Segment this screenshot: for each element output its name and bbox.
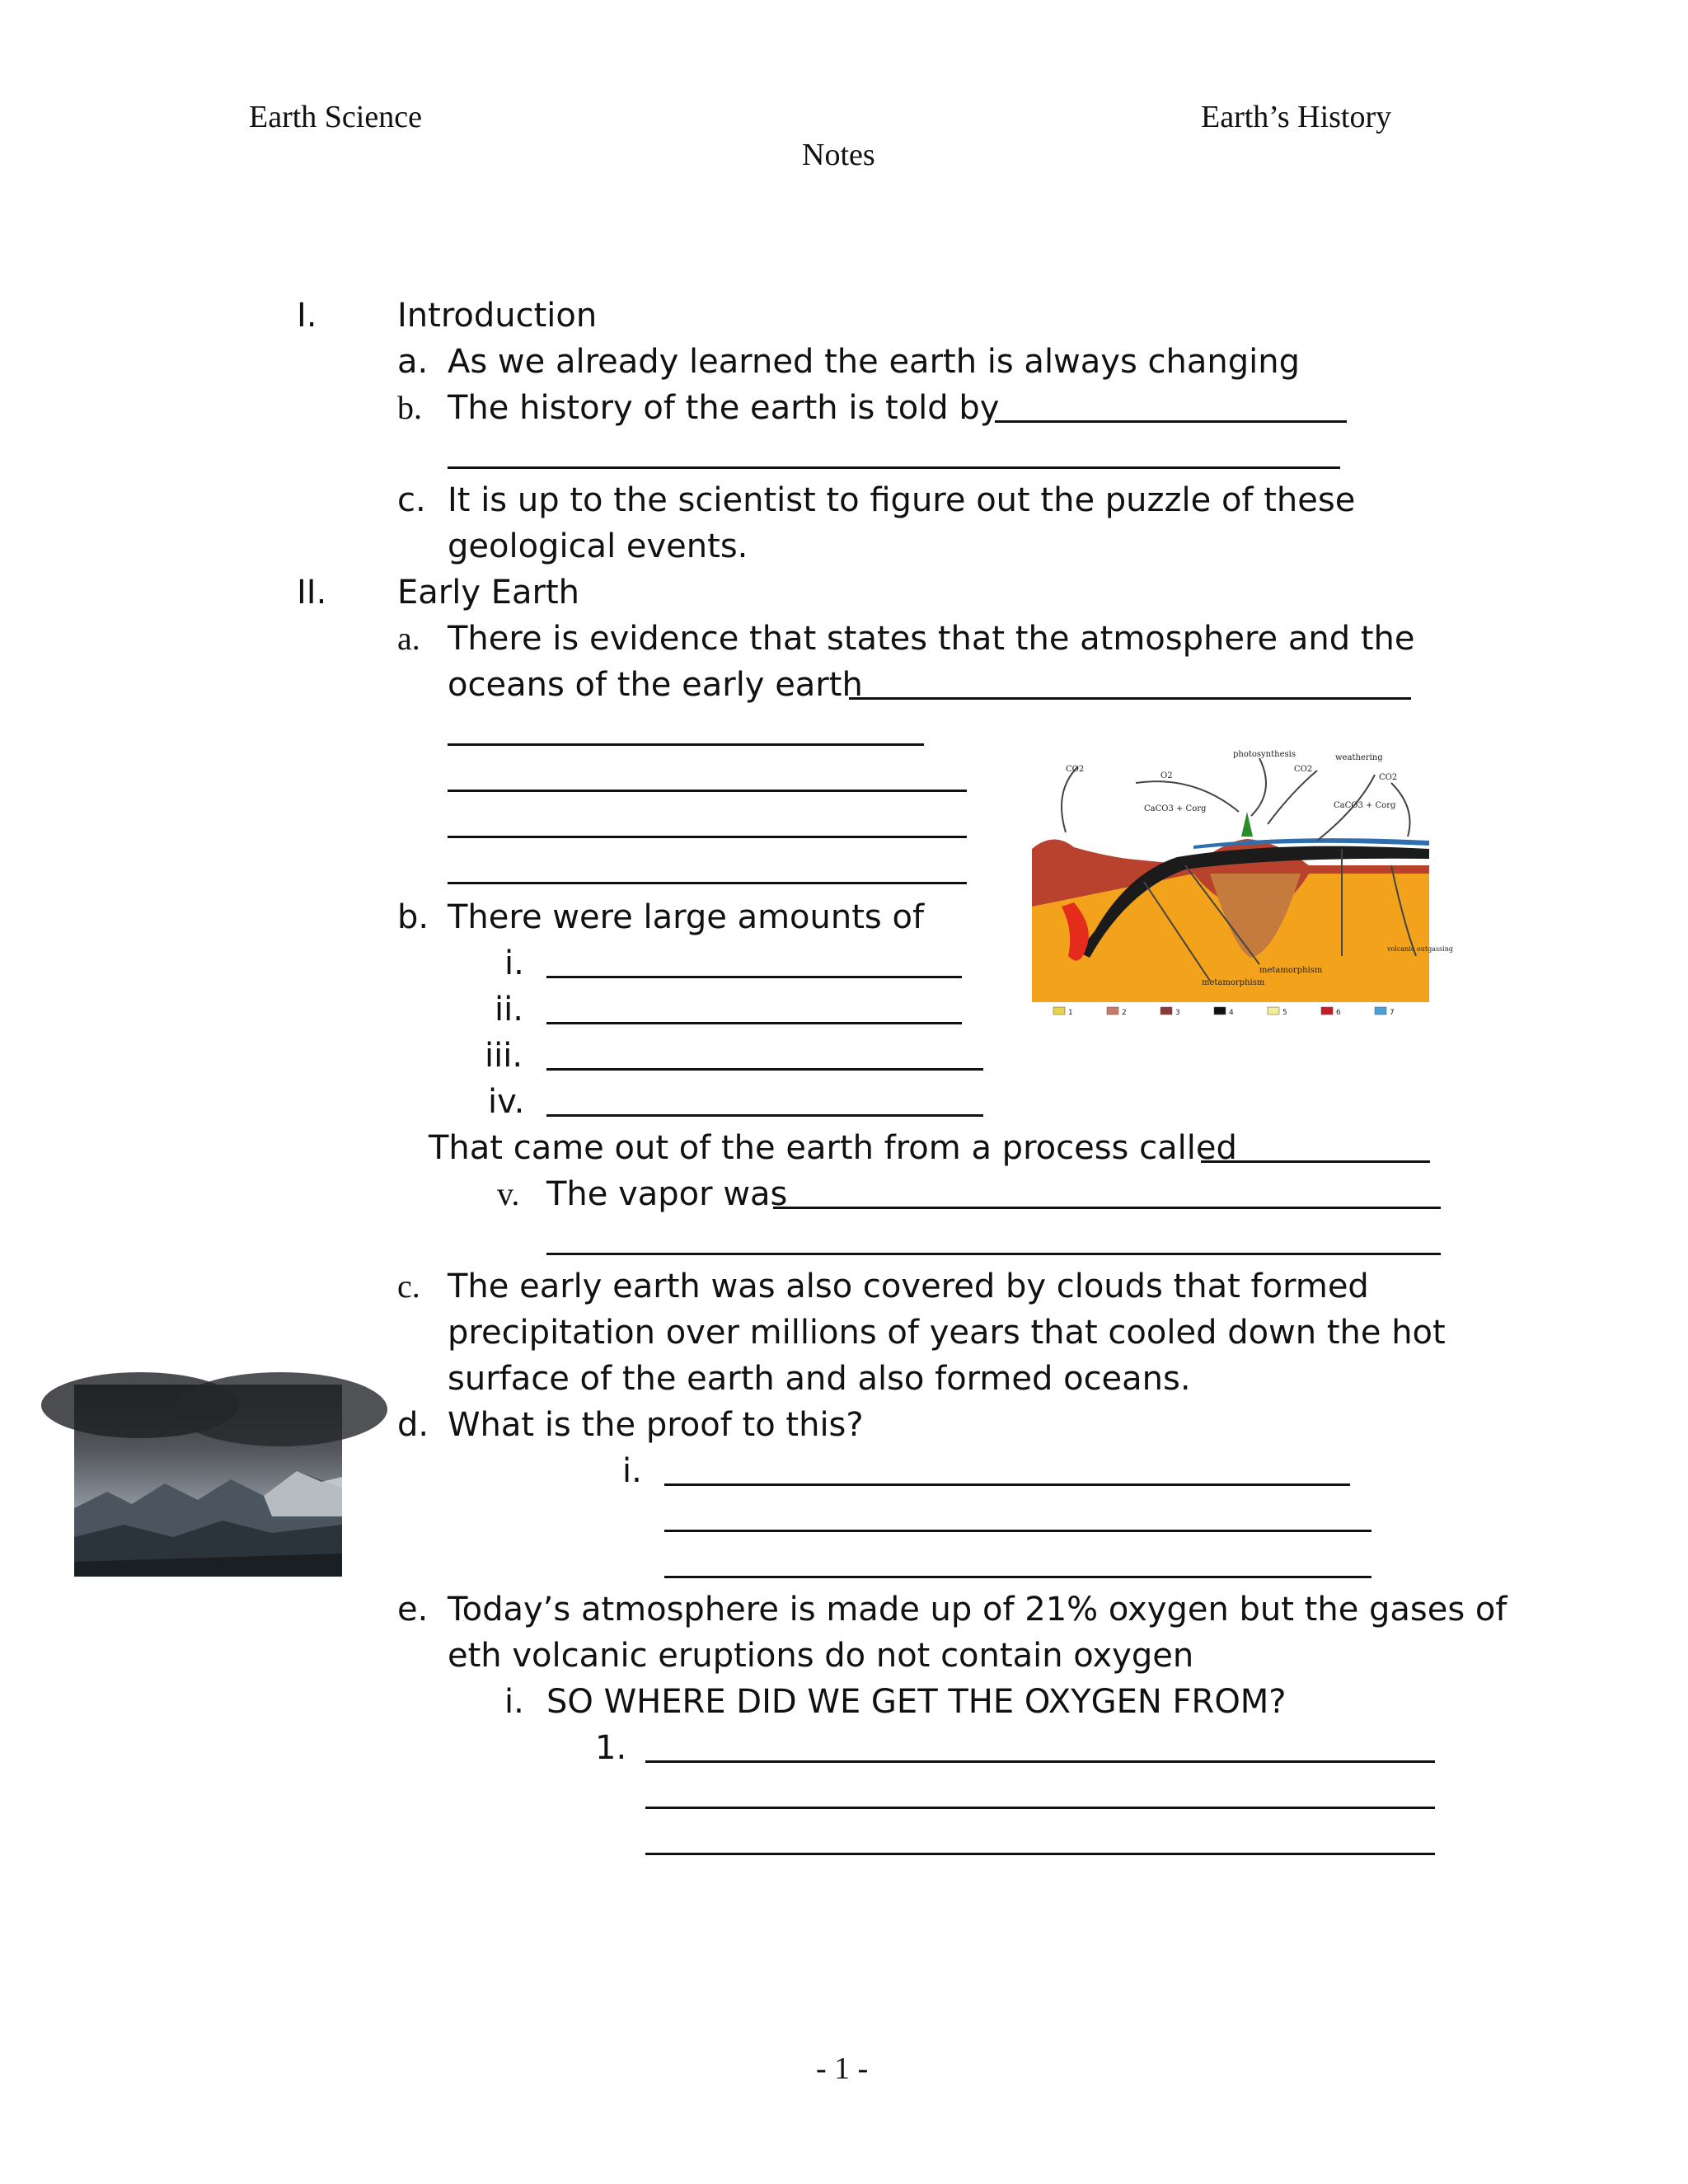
- fig-label-co2-right: CO2: [1379, 773, 1398, 782]
- item-1c-marker: c.: [397, 481, 426, 519]
- fig-label-o2: O2: [1160, 771, 1173, 780]
- item-2b-process-text: That came out of the earth from a process called: [429, 1129, 1237, 1167]
- fig-label-caco3-right: CaCO3 + Corg: [1334, 801, 1396, 810]
- fig-label-co2-left: CO2: [1066, 765, 1085, 774]
- legend-1: 1: [1068, 1009, 1073, 1017]
- item-2b-v-text: The vapor was: [546, 1175, 788, 1213]
- blank-2a-3[interactable]: [448, 790, 967, 792]
- item-2d-i-marker: i.: [622, 1452, 642, 1490]
- item-2b-marker: b.: [397, 898, 429, 936]
- legend-2: 2: [1122, 1009, 1127, 1017]
- item-2c-line3: surface of the earth and also formed oceans.: [448, 1360, 1191, 1398]
- item-2e-marker: e.: [397, 1591, 429, 1629]
- item-2e-1-marker: 1.: [595, 1729, 627, 1767]
- item-2e-line2: eth volcanic eruptions do not contain oxygen: [448, 1637, 1194, 1675]
- item-2a-line2: oceans of the early earth: [448, 666, 863, 704]
- fig-label-weathering: weathering: [1335, 753, 1383, 762]
- blank-2e-3[interactable]: [645, 1853, 1435, 1855]
- item-2e-line1: Today’s atmosphere is made up of 21% oxygen but the gases of: [448, 1591, 1507, 1629]
- blank-2e-1[interactable]: [645, 1760, 1435, 1763]
- item-2b-ii-marker: ii.: [495, 991, 523, 1029]
- fig-label-metamorphism-2: metamorphism: [1202, 978, 1265, 987]
- blank-2d-1[interactable]: [664, 1483, 1350, 1486]
- blank-2a-2[interactable]: [448, 743, 924, 746]
- header-course: Earth Science: [249, 100, 422, 134]
- fig-label-photosynthesis: photosynthesis: [1233, 750, 1296, 759]
- blank-2d-3[interactable]: [664, 1576, 1372, 1578]
- storm-photo-svg: [74, 1385, 342, 1577]
- blank-2b-ii[interactable]: [546, 1022, 962, 1024]
- carbon-cycle-svg: [1029, 742, 1453, 1026]
- item-1b-text: The history of the earth is told by: [448, 389, 1000, 427]
- section-2-title: Early Earth: [397, 574, 579, 612]
- item-2b-iii-marker: iii.: [485, 1037, 523, 1075]
- blank-2d-2[interactable]: [664, 1530, 1372, 1532]
- item-1c-line1: It is up to the scientist to figure out the puzzle of these: [448, 481, 1356, 519]
- item-2b-i-marker: i.: [504, 944, 524, 982]
- item-1a-text: As we already learned the earth is always changing: [448, 343, 1300, 381]
- blank-2b-i[interactable]: [546, 976, 962, 978]
- page-number: - 1 -: [816, 2051, 869, 2086]
- item-2e-i-text: SO WHERE DID WE GET THE OXYGEN FROM?: [546, 1683, 1287, 1721]
- legend-4: 4: [1229, 1009, 1234, 1017]
- blank-2b-v-1[interactable]: [773, 1207, 1441, 1209]
- legend-5: 5: [1282, 1009, 1287, 1017]
- blank-2b-process[interactable]: [1201, 1160, 1430, 1163]
- blank-2a-5[interactable]: [448, 882, 967, 884]
- item-2b-text: There were large amounts of: [448, 898, 925, 936]
- item-1b-marker: b.: [397, 389, 422, 426]
- item-2c-line1: The early earth was also covered by clouds that formed: [448, 1268, 1369, 1305]
- item-2d-marker: d.: [397, 1406, 429, 1444]
- storm-photo: [74, 1385, 342, 1577]
- item-2b-iv-marker: iv.: [488, 1083, 525, 1121]
- legend-6: 6: [1336, 1009, 1341, 1017]
- header-subtitle: Notes: [802, 138, 875, 172]
- fig-label-caco3-left: CaCO3 + Corg: [1144, 804, 1207, 813]
- blank-2b-iv[interactable]: [546, 1114, 983, 1117]
- item-2a-line1: There is evidence that states that the atmosphere and the: [448, 620, 1415, 658]
- blank-2b-v-2[interactable]: [546, 1253, 1441, 1255]
- blank-2b-iii[interactable]: [546, 1068, 983, 1071]
- section-1-number: I.: [297, 297, 317, 335]
- blank-2a-4[interactable]: [448, 836, 967, 838]
- legend-3: 3: [1175, 1009, 1180, 1017]
- item-1c-line2: geological events.: [448, 527, 748, 565]
- blank-1b-1[interactable]: [995, 420, 1347, 423]
- item-2c-marker: c.: [397, 1268, 420, 1305]
- blank-2e-2[interactable]: [645, 1807, 1435, 1809]
- fig-label-volcanic: volcanic outgassing: [1387, 945, 1453, 953]
- blank-2a-1[interactable]: [849, 697, 1411, 700]
- section-1-title: Introduction: [397, 297, 598, 335]
- section-2-number: II.: [297, 574, 327, 612]
- item-2b-v-marker: v.: [497, 1175, 520, 1212]
- item-2e-i-marker: i.: [504, 1683, 524, 1721]
- item-1a-marker: a.: [397, 343, 429, 381]
- header-unit: Earth’s History: [1201, 100, 1392, 134]
- fig-label-metamorphism-1: metamorphism: [1259, 966, 1323, 975]
- fig-label-co2-mid: CO2: [1294, 765, 1313, 774]
- item-2c-line2: precipitation over millions of years that cooled down the hot: [448, 1314, 1446, 1352]
- item-2a-marker: a.: [397, 620, 420, 657]
- legend-7: 7: [1390, 1009, 1395, 1017]
- item-2d-text: What is the proof to this?: [448, 1406, 864, 1444]
- carbon-cycle-diagram: [1029, 742, 1453, 1026]
- blank-1b-2[interactable]: [448, 466, 1340, 469]
